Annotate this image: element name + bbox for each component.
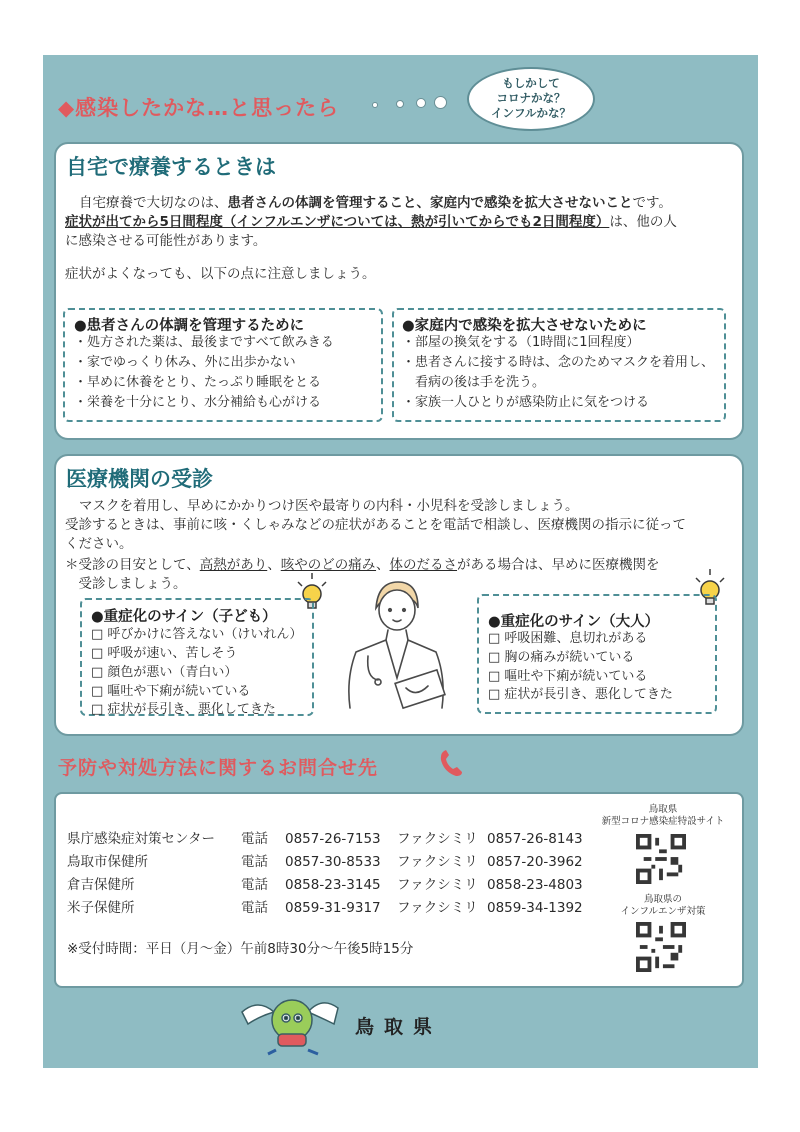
infection-prevent-title: ●家庭内で感染を拡大させないために bbox=[402, 318, 647, 334]
home-care-line-2: 症状が出てから5日間程度（インフルエンザについては、熱が引いてからでも2日間程度）は、他の人 bbox=[65, 214, 677, 230]
medical-line-4: ＊受診の目安として、高熱があり、咳やのどの痛み、体のだるさがある場合は、早めに医療機関を bbox=[65, 557, 660, 573]
list-item: ・早めに休養をとり、たっぷり睡眠をとる bbox=[74, 375, 322, 390]
list-item: ・家でゆっくり休み、外に出歩かない bbox=[74, 355, 296, 370]
list-item: ・部屋の換気をする（1時間に1回程度） bbox=[402, 335, 640, 350]
phone-icon bbox=[438, 748, 464, 778]
qr-code-corona[interactable] bbox=[636, 834, 686, 884]
contact-title: 予防や対処方法に関するお問合せ先 bbox=[58, 757, 379, 779]
list-item: ・家族一人ひとりが感染防止に気をつける bbox=[402, 395, 650, 410]
medical-line-2: 受診するときは、事前に咳・くしゃみなどの症状があることを電話で相談し、医療機関の指示に従って bbox=[65, 517, 686, 533]
speech-bubble: もしかして コロナかな？ インフルかな？ bbox=[467, 67, 595, 131]
qr-label-corona: 鳥取県 新型コロナ感染症特設サイト bbox=[601, 804, 725, 827]
prefecture-name: 鳥取県 bbox=[355, 1016, 443, 1038]
qr-label-influenza: 鳥取県の インフルエンザ対策 bbox=[620, 894, 706, 917]
home-care-line-3: に感染させる可能性があります。 bbox=[65, 233, 267, 249]
list-item: □ 顔色が悪い（青白い） bbox=[91, 665, 238, 680]
medical-line-1: マスクを着用し、早めにかかりつけ医や最寄りの内科・小児科を受診しましょう。 bbox=[79, 498, 579, 514]
contact-row: 県庁感染症対策センター 電話 0857-26-7153 ファクシミリ 0857-26-8143 bbox=[67, 831, 583, 847]
list-item: □ 呼吸困難、息切れがある bbox=[488, 631, 648, 646]
section-header: ◆感染したかな…と思ったら bbox=[58, 96, 340, 120]
qr-code-influenza[interactable] bbox=[636, 922, 686, 972]
child-signs-title: ●重症化のサイン（子ども） bbox=[91, 609, 277, 625]
patient-care-title: ●患者さんの体調を管理するために bbox=[74, 318, 305, 334]
mascot-logo bbox=[238, 990, 348, 1056]
doctor-illustration bbox=[336, 568, 456, 718]
list-item: □ 呼びかけに答えない（けいれん） bbox=[91, 627, 303, 642]
medical-line-3: ください。 bbox=[65, 536, 133, 552]
list-item: □ 嘔吐や下痢が続いている bbox=[488, 669, 648, 684]
home-care-title: 自宅で療養するときは bbox=[66, 155, 276, 179]
medical-title: 医療機関の受診 bbox=[66, 467, 213, 491]
home-care-line-4: 症状がよくなっても、以下の点に注意しましょう。 bbox=[65, 266, 376, 282]
list-item: □ 症状が長引き、悪化してきた bbox=[91, 702, 276, 717]
list-item: ・患者さんに接する時は、念のためマスクを着用し、 bbox=[402, 355, 715, 370]
list-item: □ 症状が長引き、悪化してきた bbox=[488, 687, 673, 702]
list-item: □ 胸の痛みが続いている bbox=[488, 650, 635, 665]
medical-line-5: 受診しましょう。 bbox=[65, 576, 187, 592]
list-item: □ 嘔吐や下痢が続いている bbox=[91, 684, 251, 699]
home-care-line-1: 自宅療養で大切なのは、患者さんの体調を管理すること、家庭内で感染を拡大させないことです。 bbox=[79, 195, 672, 211]
adult-signs-title: ●重症化のサイン（大人） bbox=[488, 614, 660, 630]
contact-row: 鳥取市保健所 電話 0857-30-8533 ファクシミリ 0857-20-3962 bbox=[67, 854, 583, 870]
list-item: □ 呼吸が速い、苦しそう bbox=[91, 646, 238, 661]
contact-row: 米子保健所 電話 0859-31-9317 ファクシミリ 0859-34-1392 bbox=[67, 900, 583, 916]
contact-row: 倉吉保健所 電話 0858-23-3145 ファクシミリ 0858-23-4803 bbox=[67, 877, 583, 893]
list-item: ・栄養を十分にとり、水分補給も心がける bbox=[74, 395, 322, 410]
reception-hours: ※受付時間：平日（月～金）午前8時30分～午後5時15分 bbox=[67, 941, 414, 957]
list-item: ・処方された薬は、最後まですべて飲みきる bbox=[74, 335, 334, 350]
list-item: 看病の後は手を洗う。 bbox=[402, 375, 546, 390]
